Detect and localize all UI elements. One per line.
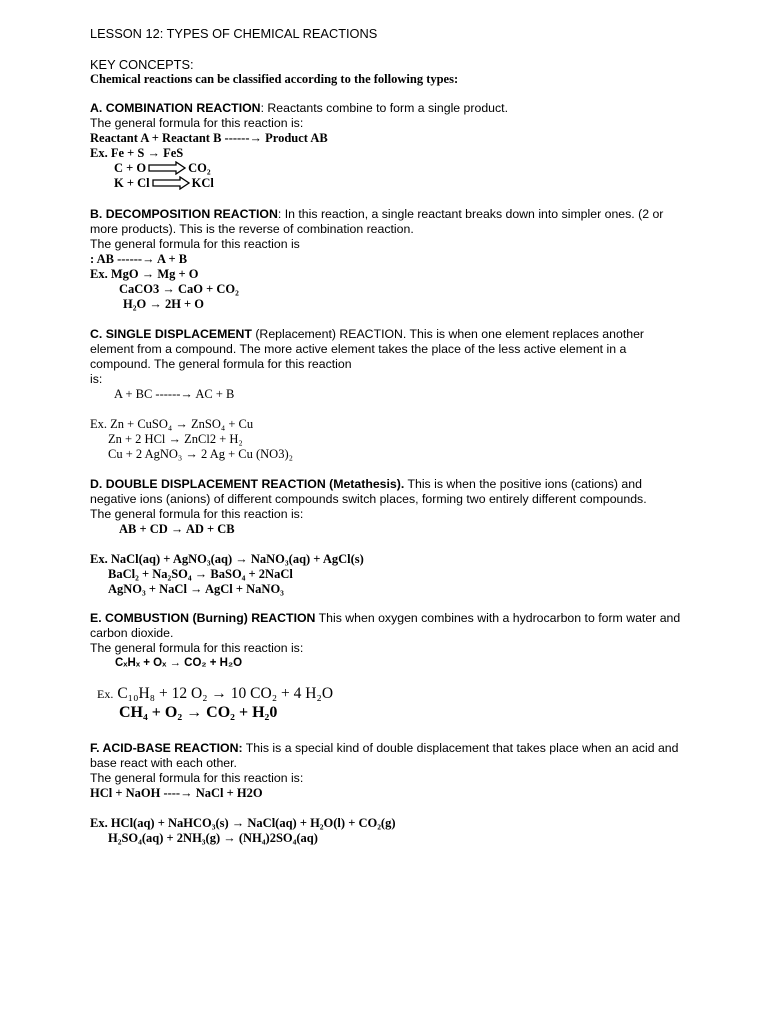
section-b-example-3: H₂O → 2H + O (123, 297, 205, 311)
section-d-example-3: AgNO₃ + NaCl → AgCl + NaNO₃ (108, 582, 284, 596)
section-b-general-formula: : AB ------→ A + B (90, 252, 188, 266)
section-f (90, 741, 690, 846)
section-a-formula-label: The general formula for this reaction is: (90, 116, 304, 130)
section-a-example-2 (90, 161, 690, 176)
lesson-title: LESSON 12: TYPES OF CHEMICAL REACTIONS (90, 26, 378, 41)
section-a-desc: : Reactants combine to form a single product. (260, 101, 508, 115)
section-b-example-2: CaCO3 → CaO + CO₂ (119, 282, 239, 296)
section-f-example-1: Ex. HCl(aq) + NaHCO₃(s) → NaCl(aq) + H₂O(l) + CO₂(g) (90, 816, 396, 830)
section-c-example-3: Cu + 2 AgNO₃ → 2 Ag + Cu (NO3)₂ (108, 447, 293, 461)
section-b-formula-label: The general formula for this reaction is (90, 237, 300, 251)
section-e (90, 611, 690, 723)
section-d-formula-label: The general formula for this reaction is: (90, 507, 304, 521)
section-a-example-3 (90, 176, 690, 191)
section-d-desc: This is when the positive ions (cations) and negative ions (anions) of different compounds switch places, forming two entirely different compounds. (90, 477, 647, 506)
example-prefix: Ex. (97, 687, 114, 701)
section-b-example-1: Ex. MgO → Mg + O (90, 267, 199, 281)
block-arrow-icon (148, 161, 186, 175)
section-d-example-2: BaCl₂ + Na₂SO₄ → BaSO₄ + 2NaCl (108, 567, 293, 581)
section-d-heading: D. DOUBLE DISPLACEMENT REACTION (Metathesis). (90, 477, 405, 491)
key-concepts-heading: KEY CONCEPTS: (90, 57, 194, 72)
section-a-example-1: Ex. Fe + S → FeS (90, 146, 184, 160)
section-f-general-formula: HCl + NaOH ----→ NaCl + H2O (90, 786, 263, 800)
section-b (90, 207, 690, 312)
section-d (90, 477, 690, 597)
section-e-general-formula: CₓHₓ + Oₓ → CO₂ + H₂O (115, 657, 243, 669)
section-c-is: is: (90, 372, 103, 386)
example-2-product: CO₂ (188, 161, 211, 175)
section-d-general-formula: AB + CD → AD + CB (119, 522, 235, 536)
section-c-general-formula: A + BC ------→ AC + B (114, 387, 235, 401)
section-f-desc: This is a special kind of double displacement that takes place when an acid and base react with each other. (90, 741, 679, 770)
section-f-example-2: H₂SO₄(aq) + 2NH₃(g) → (NH₄)2SO₄(aq) (108, 831, 318, 845)
section-e-heading: E. COMBUSTION (Burning) REACTION (90, 611, 316, 625)
example-3-reactants: K + Cl (114, 176, 150, 190)
section-f-formula-label: The general formula for this reaction is: (90, 771, 304, 785)
section-c-desc: (Replacement) REACTION. This is when one element replaces another element from a compound. The more active element takes the place of the less active element in a compound. The general formula for this reaction (90, 327, 645, 371)
section-a-general-formula: Reactant A + Reactant B ------→ Product AB (90, 131, 328, 145)
section-c-example-1: Ex. Zn + CuSO₄ → ZnSO₄ + Cu (90, 417, 254, 431)
section-e-formula-label: The general formula for this reaction is: (90, 641, 304, 655)
section-c-example-2: Zn + 2 HCl → ZnCl2 + H₂ (108, 432, 243, 446)
section-c-heading: C. SINGLE DISPLACEMENT (90, 327, 252, 341)
block-arrow-icon (152, 176, 190, 190)
section-e-example-2: CH₄ + O₂ → CO₂ + H₂0 (119, 704, 278, 721)
section-e-example-1 (90, 684, 690, 703)
section-a (90, 101, 690, 191)
section-c (90, 327, 690, 462)
section-a-heading: A. COMBINATION REACTION (90, 101, 261, 115)
section-e-desc: This when oxygen combines with a hydrocarbon to form water and carbon dioxide. (90, 611, 681, 640)
example-2-reactants: C + O (114, 161, 147, 175)
section-d-example-1: Ex. NaCl(aq) + AgNO₃(aq) → NaNO₃(aq) + AgCl(s) (90, 552, 364, 566)
section-b-heading: B. DECOMPOSITION REACTION (90, 207, 278, 221)
example-3-product: KCl (191, 176, 214, 190)
intro-text: Chemical reactions can be classified according to the following types: (90, 72, 459, 86)
naphthalene-equation: C₁₀H₈ + 12 O₂ → 10 CO₂ + 4 H₂O (117, 685, 334, 702)
section-f-heading: F. ACID-BASE REACTION: (90, 741, 243, 755)
section-b-desc: : In this reaction, a single reactant breaks down into simpler ones. (2 or more products). This is the reverse of combination reaction. (90, 207, 664, 236)
